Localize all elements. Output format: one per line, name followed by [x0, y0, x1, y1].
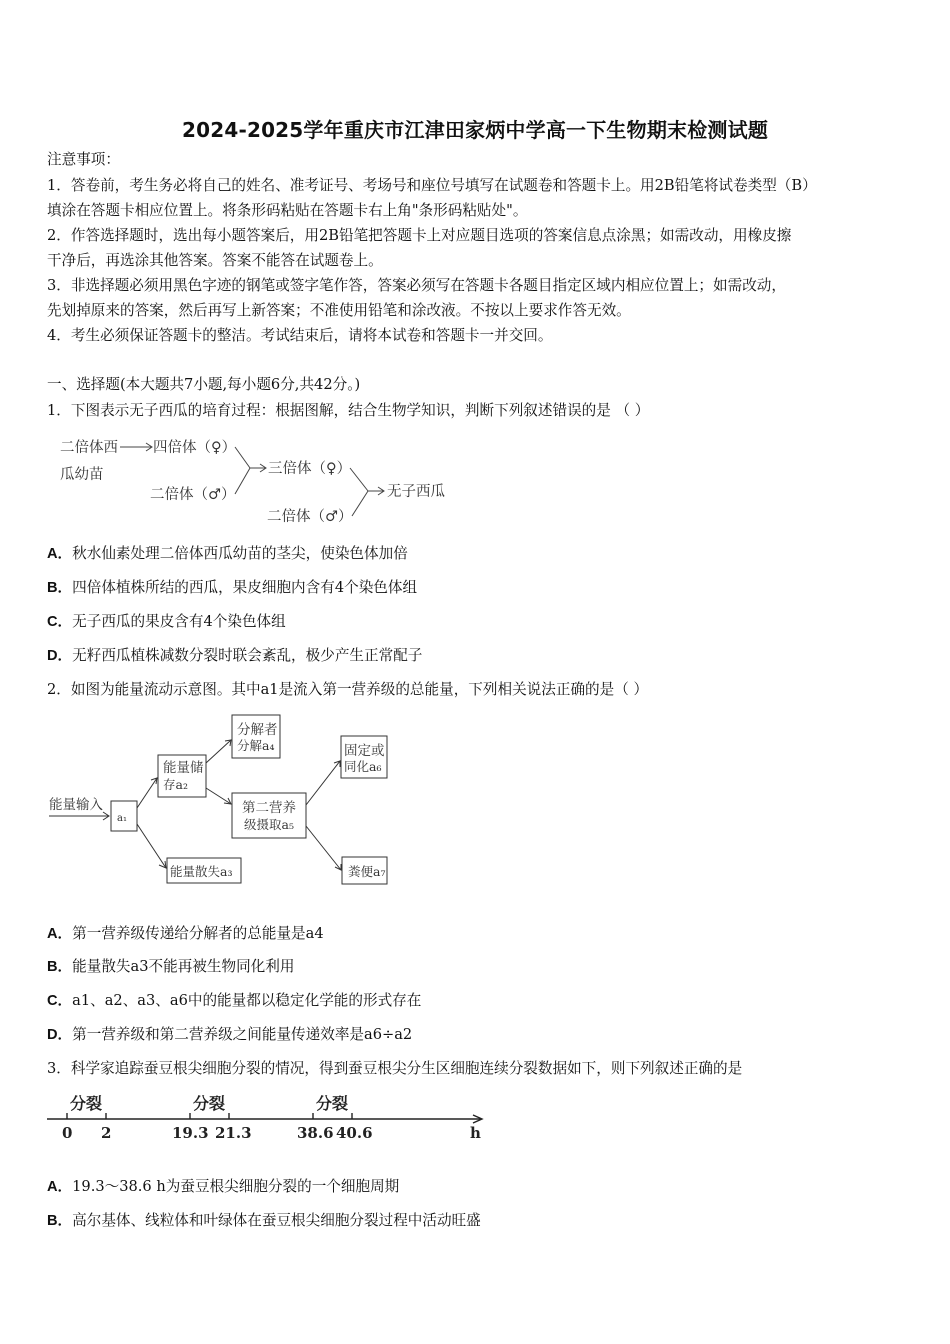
tick-label: 2	[101, 1124, 112, 1142]
diagram-node: 二倍体（♂）	[267, 509, 353, 525]
flow-node: 粪便a₇	[348, 864, 386, 879]
diagram-node: 三倍体（♀）	[268, 461, 352, 477]
diagram-node: 二倍体（♂）	[150, 487, 236, 503]
option-d: D．无籽西瓜植株减数分裂时联会紊乱，极少产生正常配子	[47, 647, 423, 664]
flow-node: 第二营养	[242, 800, 296, 816]
option-a: A．19.3～38.6 h为蚕豆根尖细胞分裂的一个细胞周期	[47, 1178, 400, 1195]
notice-line: 1．答卷前，考生务必将自己的姓名、准考证号、考场号和座位号填写在试题卷和答题卡上。用2B铅笔将试卷类型（B）	[47, 177, 817, 194]
tick-label: 38.6	[297, 1124, 334, 1142]
seedless-watermelon-diagram	[50, 428, 470, 533]
question-stem: 3．科学家追踪蚕豆根尖细胞分裂的情况，得到蚕豆根尖分生区细胞连续分裂数据如下，则下列叙述正确的是	[47, 1060, 743, 1077]
division-label: 分裂	[193, 1094, 226, 1113]
flow-node: 同化a₆	[344, 759, 382, 774]
flow-node: 存a₂	[163, 777, 188, 792]
tick-label: 21.3	[215, 1124, 252, 1142]
diagram-node: 无子西瓜	[387, 484, 445, 500]
option-c: C．a1、a2、a3、a6中的能量都以稳定化学能的形式存在	[47, 992, 422, 1009]
notice-line: 3．非选择题必须用黑色字迹的钢笔或签字笔作答，答案必须写在答题卡各题目指定区域内相应位置上；如需改动，	[47, 277, 786, 294]
notice-line: 干净后，再选涂其他答案。答案不能答在试题卷上。	[47, 252, 383, 269]
flow-label: 能量输入	[49, 797, 103, 813]
tick-label: 0	[62, 1124, 73, 1142]
page-title: 2024-2025学年重庆市江津田家炳中学高一下生物期末检测试题	[181, 118, 769, 142]
axis-unit: h	[470, 1124, 481, 1142]
flow-node: 分解a₄	[237, 738, 275, 753]
energy-flow-diagram	[45, 708, 405, 888]
cell-cycle-timeline	[45, 1088, 495, 1148]
option-b: B．能量散失a3不能再被生物同化利用	[47, 958, 295, 975]
tick-label: 19.3	[172, 1124, 209, 1142]
diagram-node: 瓜幼苗	[60, 467, 104, 483]
diagram-node: 二倍体西	[60, 440, 118, 456]
flow-node: 固定或	[344, 743, 385, 759]
notice-line: 4．考生必须保证答题卡的整洁。考试结束后，请将本试卷和答题卡一并交回。	[47, 327, 553, 344]
flow-node: 能量散失a₃	[170, 864, 233, 879]
notice-line: 先划掉原来的答案，然后再写上新答案；不准使用铅笔和涂改液。不按以上要求作答无效。	[47, 302, 631, 319]
section-header: 一、选择题(本大题共7小题,每小题6分,共42分。)	[47, 376, 361, 393]
flow-node: 级摄取a₅	[244, 817, 294, 832]
division-label: 分裂	[70, 1094, 103, 1113]
option-a: A．秋水仙素处理二倍体西瓜幼苗的茎尖，使染色体加倍	[47, 545, 408, 562]
diagram-node: 四倍体（♀）	[153, 440, 237, 456]
notice-line: 填涂在答题卡相应位置上。将条形码粘贴在答题卡右上角"条形码粘贴处"。	[47, 202, 528, 219]
question-stem: 2．如图为能量流动示意图。其中a1是流入第一营养级的总能量，下列相关说法正确的是（ ）	[47, 681, 649, 698]
option-a: A．第一营养级传递给分解者的总能量是a4	[47, 925, 324, 942]
option-c: C．无子西瓜的果皮含有4个染色体组	[47, 613, 286, 630]
tick-label: 40.6	[336, 1124, 373, 1142]
flow-node: 能量储	[163, 760, 204, 776]
division-label: 分裂	[316, 1094, 349, 1113]
flow-node: a₁	[117, 813, 127, 824]
question-stem: 1．下图表示无子西瓜的培育过程：根据图解，结合生物学知识，判断下列叙述错误的是 （ ）	[47, 402, 650, 419]
flow-node: 分解者	[237, 722, 278, 738]
notice-line: 2．作答选择题时，选出每小题答案后，用2B铅笔把答题卡上对应题目选项的答案信息点涂黑；如需改动，用橡皮擦	[47, 227, 792, 244]
option-d: D．第一营养级和第二营养级之间能量传递效率是a6÷a2	[47, 1026, 413, 1043]
notice-heading: 注意事项：	[47, 151, 120, 168]
option-b: B．四倍体植株所结的西瓜，果皮细胞内含有4个染色体组	[47, 579, 418, 596]
option-b: B．高尔基体、线粒体和叶绿体在蚕豆根尖细胞分裂过程中活动旺盛	[47, 1212, 481, 1229]
